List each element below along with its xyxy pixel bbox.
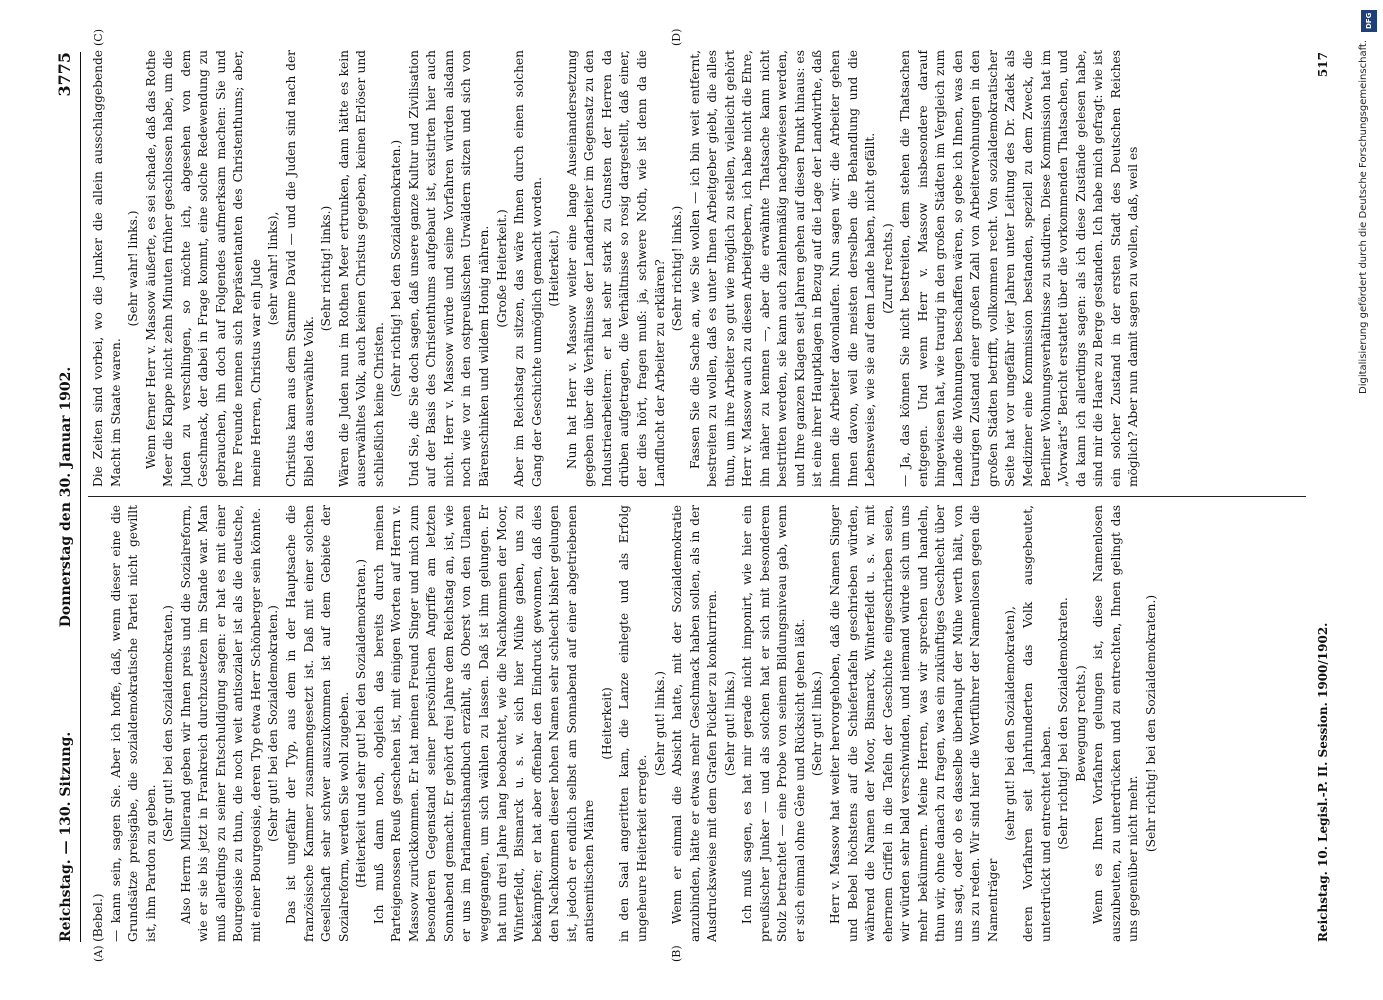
interjection: (Sehr gut! bei den Sozialdemokraten.) xyxy=(161,605,176,842)
paragraph: Das ist ungefähr der Typ, aus dem in der Hauptsache die französische Kammer zusammengesetzt ist. Daß mit einer solchen Gesellschaft sehr schwer auszukommen ist auf dem Gebiete der Sozialreform, werden Sie wohl zugeben. xyxy=(284,505,351,942)
dfg-logo: DFG xyxy=(1361,10,1377,32)
margin-marker-d: (D) xyxy=(670,28,683,46)
paragraph: Ich muß sagen, es hat mir gerade nicht imponirt, wie hier ein preußischer Junker — und als solchen hat er sich mit besonderem Stolz betrachtet — eine Probe von seinem Bildungsniveau gab, wenn er sich einmal ohne Gêne und Rücksicht gehen läßt. xyxy=(740,505,807,942)
interjection: (Sehr wahr! links.) xyxy=(126,210,141,327)
interjection: (Zuruf rechts.) xyxy=(880,223,895,314)
interjection: (sehr wahr! links), xyxy=(266,211,281,326)
interjection: (Sehr richtig! bei den Sozialdemokraten.) xyxy=(389,139,404,398)
paragraph: Wenn es Ihren Vorfahren gelungen ist, diese Namenlosen auszubeuten, zu unterdrücken und zu entrechten, Ihnen gelingt das uns gegenüber nicht mehr. xyxy=(1091,505,1141,942)
paragraph: — kann sein, sagen Sie. Aber ich hoffe, daß, wenn dieser eine die Grundsätze preisgäbe, die sozialdemokratische Partei nicht gewillt ist, ihm Pardon zu geben. xyxy=(108,505,158,942)
page-footer xyxy=(1316,52,1330,942)
interjection: (Sehr richtig! bei den Sozialdemokraten.) xyxy=(1143,594,1158,853)
paragraph: Die Zeiten sind vorbei, wo die Junker die allein ausschlaggebende Macht im Staate waren. xyxy=(91,50,123,487)
paragraph: Aber im Reichstag zu sitzen, das wäre Ihnen durch einen solchen Gang der Geschichte unmöglich gemacht worden. xyxy=(512,50,544,487)
interjection: (sehr gut! bei den Sozialdemokraten), xyxy=(1003,606,1018,841)
paragraph: Wenn er einmal die Absicht hatte, mit der Sozialdemokratie anzubinden, hätte er etwas mehr Geschmack haben sollen, als in der Ausdrucksweise mit dem Grafen Pückler zu konkurriren. xyxy=(670,505,720,942)
paragraph: Herr v. Massow hat weiter hervorgehoben, daß die Namen Singer und Bebel höchstens auf die Schiefertafeln geschrieben würden, während die Namen der Moor, Bismarck, Winterfeldt u. s. w. mit ehernem Griffel in die Tafeln der Geschichte eingeschrieben seien, wir würden sehr bald verschwinden, und niemand würde sich um uns mehr bekümmern. Meine Herren, was wir sprechen und handeln, thun wir, ohne danach zu fragen, was ein zukünftiges Geschlecht über uns sagt, oder ob es dasselbe überhaupt der Mühe werth hält, von uns zu reden. Wir sind hier die Wortführer der Namenlosen gegen die Namenträger xyxy=(827,505,1000,942)
paragraph: Fassen Sie die Sache an, wie Sie wollen — ich bin weit entfernt, bestreiten zu wollen, daß es unter Ihnen Arbeitgeber giebt, die alles thun, um ihre Arbeiter so gut wie möglich zu stellen, vielleicht gehört Herr v. Massow auch zu diesen Arbeitgebern, ich habe nicht die Ehre, ihn näher zu kennen —, aber die erwähnte Thatsache kann nicht bestritten werden, sie kann auch zahlenmäßig nachgewiesen werden, und Ihre ganzen Klagen seit Jahren gehen auf diesen Punkt hinaus: es ist eine ihrer Hauptklagen in Bezug auf die Lage der Landwirthe, daß ihnen die Arbeiter davonlaufen. Nun sagen wir: die Arbeiter gehen Ihnen davon, weil die meisten derselben die Behandlung und die Lebensweise, wie sie auf dem Lande haben, nicht gefällt. xyxy=(687,50,878,487)
paragraph: Ich muß dann noch, obgleich das bereits durch meinen Parteigenossen Reuß geschehen ist, mit einigen Worten auf Herrn v. Massow zurückkommen. Er hat meinen Freund Singer und mich zum besonderen Gegenstand seiner persönlichen Angriffe am letzten Sonnabend gemacht. Er gehört drei Jahre dem Reichstag an, ist, wie er uns im Parlamentshandbuch erzählt, als Oberst von den Ulanen weggegangen, um sich wählen zu lassen. Daß ist ihm gelungen. Er hat nun drei Jahre lang beobachtet, wie die Nachkommen der Moor, Winterfeldt, Bismarck u. s. w. sich hier Mühe gaben, uns zu bekämpfen; er hat aber offenbar den Eindruck gewonnen, daß dies den Nachkommen dieser hohen Namen sehr schlecht bisher gelungen ist, jedoch er endlich selbst am Sonnabend auf einer abgetriebenen antisemitischen Mähre xyxy=(371,505,597,942)
page-number: 3775 xyxy=(55,52,74,97)
paragraph: Wären die Juden nun im Rothen Meer ertrunken, dann hätte es kein auserwähltes Volk, auch keinen Christus gegeben, keinen Erlöser und schließlich keine Christen. xyxy=(336,50,386,487)
paragraph: Und Sie, die Sie doch sagen, daß unsere ganze Kultur und Zivilisation auf der Basis des Christenthums aufgebaut ist, existirten hier auch nicht. Herr v. Massow würde und seine Vorfahren würden alsdann noch wie vor in den ostpreußischen Urwäldern sitzen und sich von Bärenschinken und wildem Honig nähren. xyxy=(406,50,492,487)
margin-marker-a: (A) xyxy=(92,945,105,962)
interjection: (Heiterkeit.) xyxy=(547,230,562,307)
interjection: (Sehr gut! bei den Sozialdemokraten.) xyxy=(266,605,281,842)
paragraph: deren Vorfahren seit Jahrhunderten das Volk ausgebeutet, unterdrückt und entrechtet haben. xyxy=(1020,505,1053,942)
header-center: Donnerstag den 30. Januar 1902. xyxy=(58,366,74,628)
column-divider xyxy=(88,496,1306,497)
right-column xyxy=(90,50,1305,487)
paragraph: Christus kam aus dem Stamme David — und die Juden sind nach der Bibel das auserwählte Volk. xyxy=(284,50,316,487)
paragraph: in den Saal angeritten kam, die Lanze einlegte und als Erfolg ungeheure Heiterkeit erregte. xyxy=(617,505,649,942)
interjection: (Sehr richtig! links.) xyxy=(670,205,685,332)
paragraph: Wenn ferner Herr v. Massow äußerte, es sei schade, daß das Rothe Meer die Klappe nicht zehn Minuten früher geschlossen habe, um die Juden zu verschlingen, so möchte ich, abgesehen von dem Geschmack, der dabei in Frage kommt, eine solche Redewendung zu gebrauchen, ihn doch auf Folgendes aufmerksam machen: Sie und Ihre Freunde nennen sich Repräsentanten des Christenthums; aber, meine Herren, Christus war ein Jude xyxy=(143,50,263,487)
interjection: (Sehr gut! links.) xyxy=(722,670,737,777)
digitization-credit xyxy=(1358,40,1380,740)
paragraph: — Ja, das können Sie nicht bestreiten, dem stehen die Thatsachen entgegen. Und wenn Herr v. Massow insbesondere darauf hingewiesen hat, wie traurig in den großen Städten im Vergleich zum Lande die Wohnungen beschaffen wären, so gebe ich Ihnen, was den traurigen Zustand einer großen Zahl von Arbeiterwohnungen in den großen Städten betrifft, vollkommen recht. Von sozialdemokratischer Seite hat vor ungefähr vier Jahren unter Leitung des Dr. Zadek als Mediziner eine Kommission bestanden, speziell zu dem Zweck, die Berliner Wohnungsverhältnisse zu studiren. Diese Kommission hat im „Vorwärts“ Bericht erstattet über die vorkommenden Thatsachen, und da kann ich allerdings sagen: als ich diese Zustände gelesen habe, sind mir die Haare zu Berge gestanden. Ich habe mich gefragt: wie ist ein solcher Zustand in der ersten Stadt des Deutschen Reiches möglich? Aber nun damit sagen zu wollen, daß, weil es xyxy=(898,50,1141,487)
margin-marker-c: (C) xyxy=(92,29,105,46)
page-header xyxy=(50,52,81,942)
footer-left: Reichstag. 10. Legisl.-P. II. Session. 1900/1902. xyxy=(1316,622,1330,942)
interjection: (Große Heiterkeit.) xyxy=(494,209,509,328)
interjection: (Heiterkeit und sehr gut! bei den Sozialdemokraten.) xyxy=(354,558,369,889)
credit-text: Digitalisierung gefördert durch die Deutsche Forschungsgemeinschaft. xyxy=(1358,40,1369,395)
paragraph: (Bebel.) xyxy=(91,893,105,942)
paragraph: Nun hat Herr v. Massow weiter eine lange Auseinandersetzung gegeben über die Verhältnisse der Landarbeiter im Gegensatz zu den Industriearbeitern: er hat sehr stark zu Gunsten der Herren da drüben aufgetragen, die Verhältnisse so rosig dargestellt, daß einer, der dies hört, fragen muß: ja, schwere Noth, wie ist denn da die Landflucht der Arbeiter zu erklären? xyxy=(564,50,667,487)
interjection: Bewegung rechts.) xyxy=(1073,665,1088,782)
left-column xyxy=(90,505,1305,942)
interjection: (Heiterkeit) xyxy=(599,687,614,760)
interjection: (Sehr gut! links.) xyxy=(652,670,667,777)
interjection: (Sehr richtig! links.) xyxy=(319,205,334,332)
paragraph: Also Herrn Millerand geben wir Ihnen preis und die Sozialreform, wie er sie bis jetzt in Frankreich durchzusetzen im Stande war. Man muß allerdings zu seiner Entschuldigung sagen: er hat es mit einer Bourgeoisie zu thun, die noch weit antisozialer ist als die deutsche, mit einer Bourgeoisie, deren Typ etwa Herr Schönberger sein könnte. xyxy=(178,505,263,942)
interjection: (Sehr richtig! bei den Sozialdemokraten. xyxy=(1056,597,1071,850)
header-left: Reichstag. — 130. Sitzung. xyxy=(58,731,74,942)
signature-number: 517 xyxy=(1316,52,1330,78)
margin-marker-b: (B) xyxy=(670,945,683,962)
interjection: (Sehr gut! links.) xyxy=(810,670,825,777)
